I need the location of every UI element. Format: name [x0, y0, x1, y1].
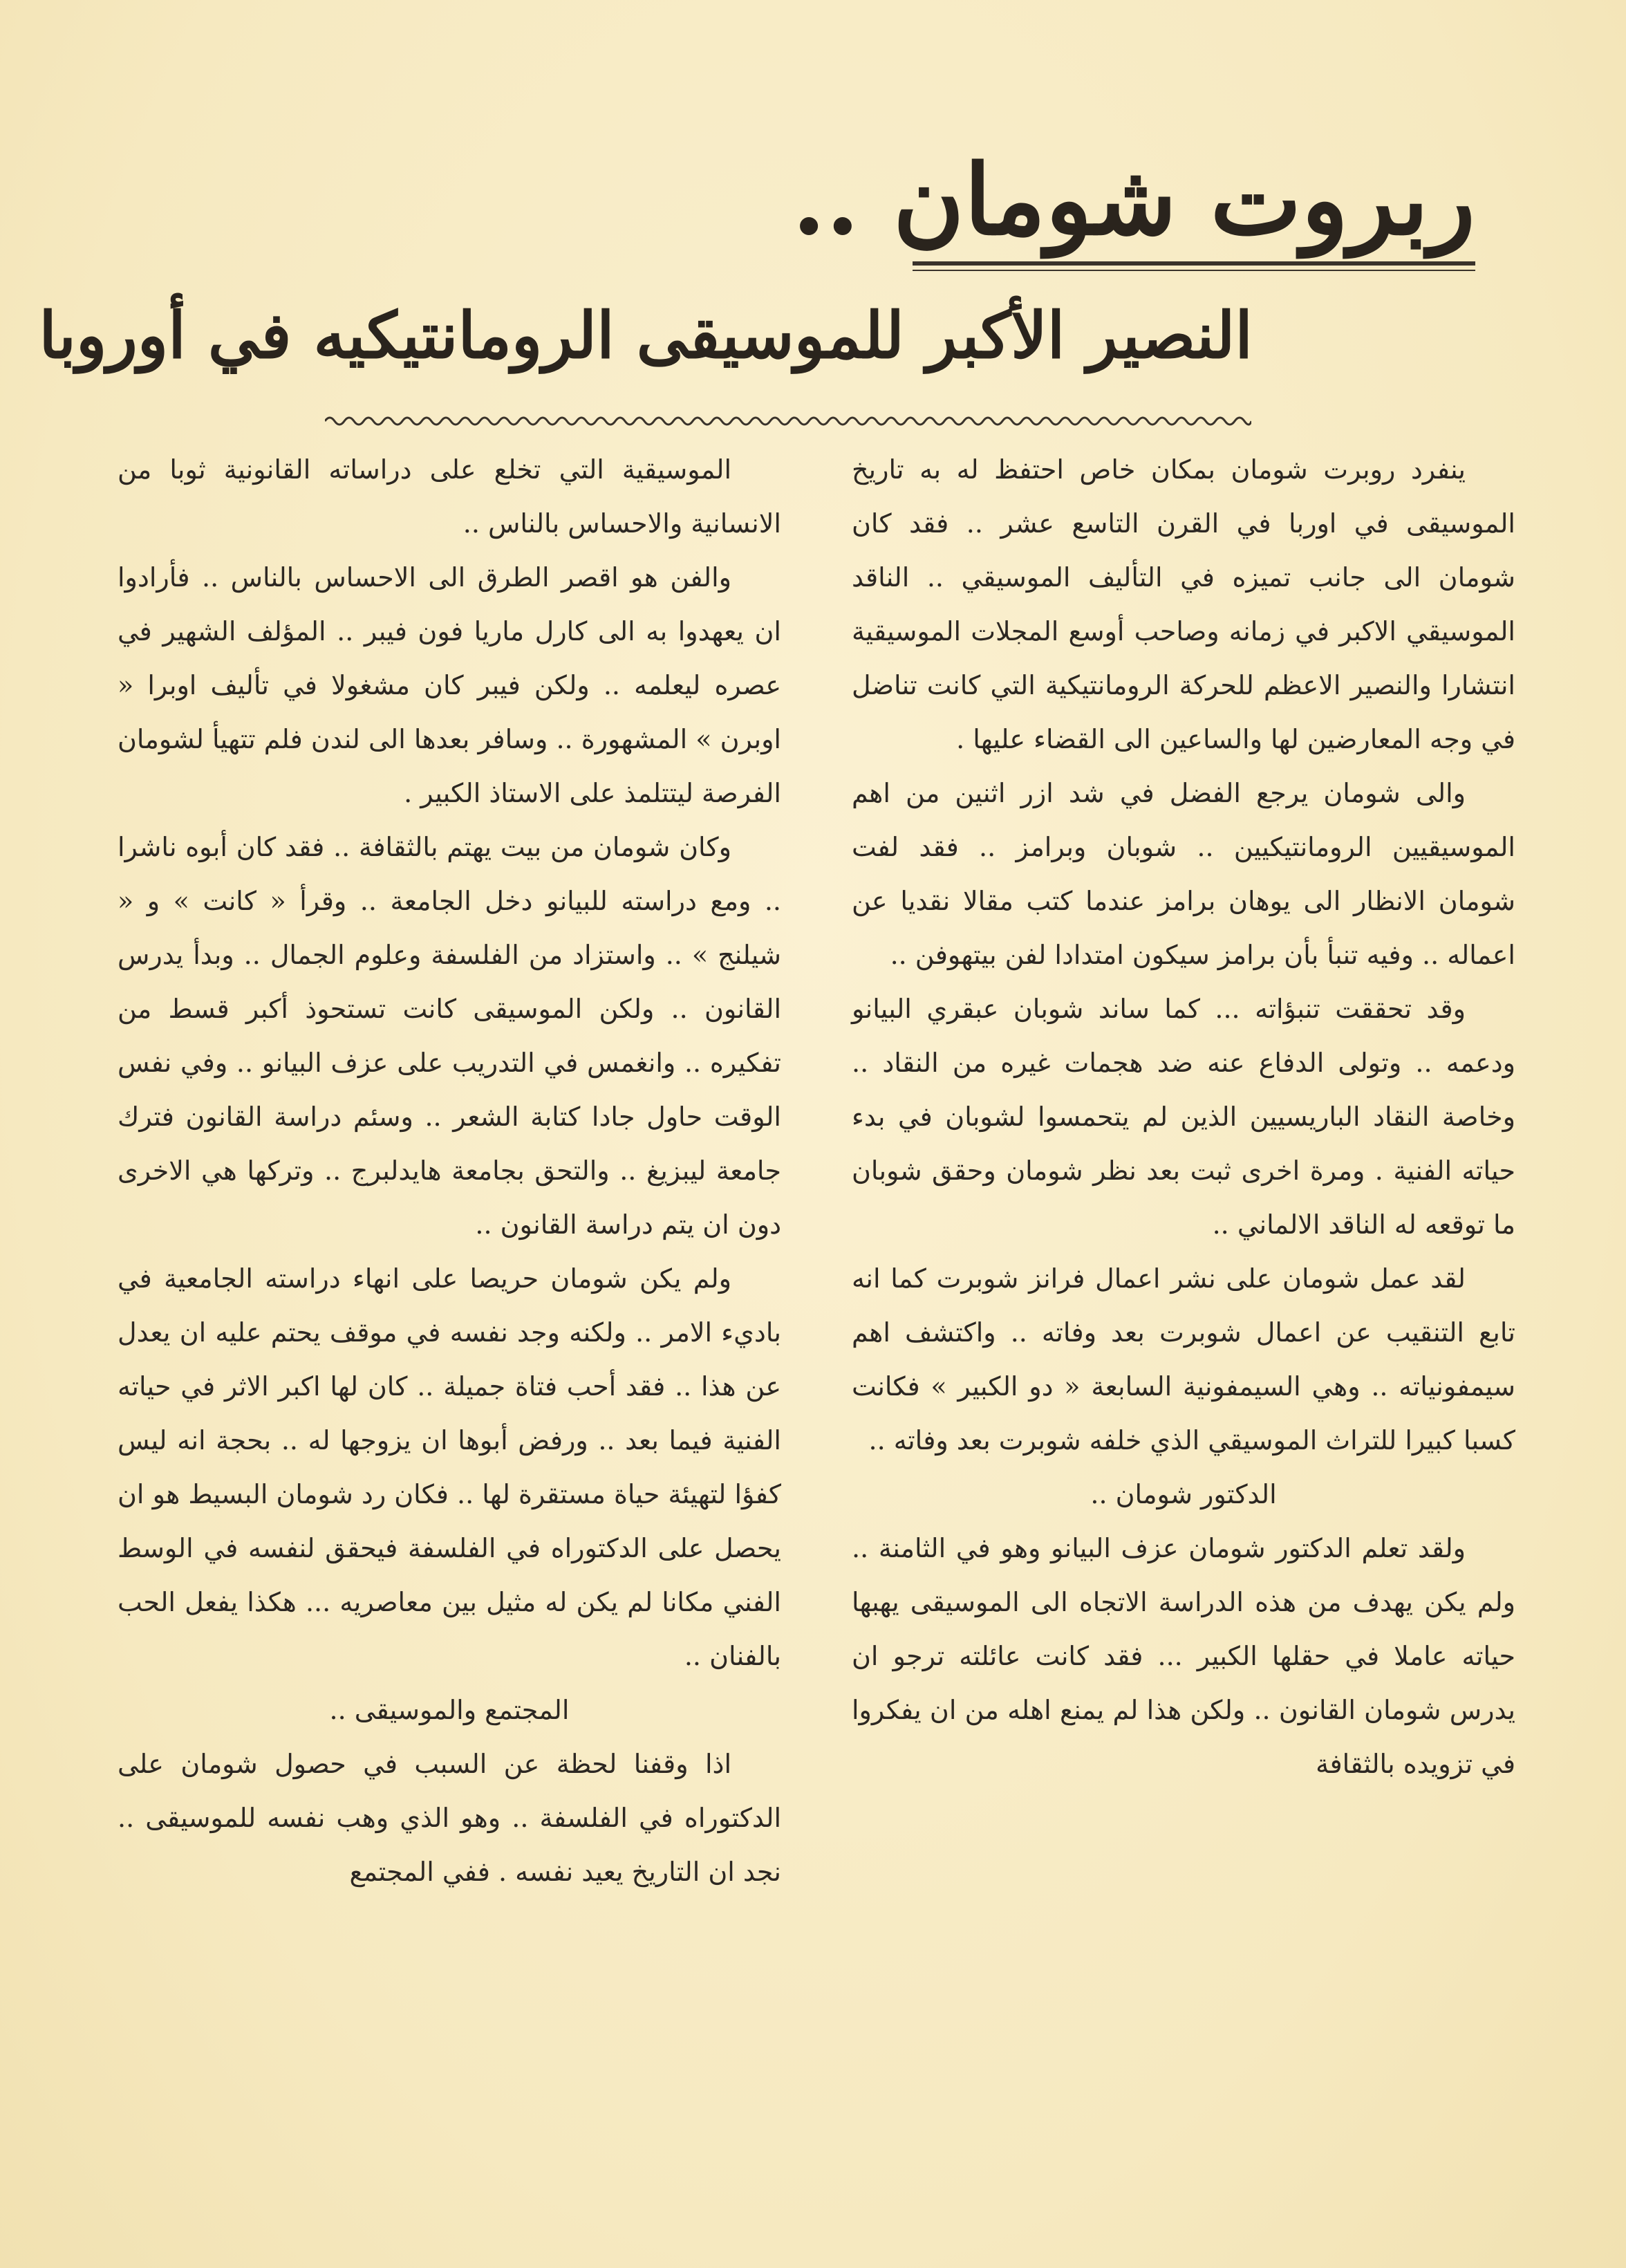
section-heading: الدكتور شومان ..: [1090, 1479, 1277, 1509]
paragraph: ولم يكن شومان حريصا على انهاء دراسته الجامعية في باديء الامر .. ولكنه وجد نفسه في موقف يحتم عليه ان يعدل عن هذا .. فقد أحب فتاة جميلة .. كان لها اكبر الاثر في حياته الفنية فيما بعد .. ورفض أبوها ان يزوجها له .. بحجة انه ليس كفؤا لتهيئة حياة مستقرة لها .. فكان رد شومان البسيط هو ان يحصل على الدكتوراه في الفلسفة فيحقق لنفسه في الوسط الفني مكانا لم يكن له مثيل بين معاصريه ... هكذا يفعل الحب بالفنان ..: [118, 1263, 781, 1671]
decorative-wavy-rule: [325, 413, 1251, 429]
paragraph: ينفرد روبرت شومان بمكان خاص احتفظ له به تاريخ الموسيقى في اوربا في القرن التاسع عشر .. فقد كان شومان الى جانب تميزه في التأليف الموسيقي .. الناقد الموسيقي الاكبر في زمانه وصاحب أوسع المجلات الموسيقية انتشارا والنصير الاعظم للحركة الرومانتيكية التي كانت تناضل في وجه المعارضين لها والساعين الى القضاء عليها .: [852, 454, 1515, 754]
paragraph: والفن هو اقصر الطرق الى الاحساس بالناس .. فأرادوا ان يعهدوا به الى كارل ماريا فون فيبر .. المؤلف الشهير في عصره ليعلمه .. ولكن فيبر كان مشغولا في تأليف اوبرا « اوبرن » المشهورة .. وسافر بعدها الى لندن فلم تتهيأ لشومان الفرصة ليتتلمذ على الاستاذ الكبير .: [118, 562, 781, 808]
article-column-right: [852, 443, 1515, 1791]
title-underline: [913, 261, 1475, 271]
paragraph: اذا وقفنا لحظة عن السبب في حصول شومان على الدكتوراه في الفلسفة .. وهو الذي وهب نفسه للموسيقى .. نجد ان التاريخ يعيد نفسه . ففي المجتمع: [118, 1749, 781, 1887]
paragraph: والى شومان يرجع الفضل في شد ازر اثنين من اهم الموسيقيين الرومانتيكيين .. شوبان وبرامز .. فقد لفت شومان الانظار الى يوهان برامز عندما كتب مقالا نقديا عن اعماله .. وفيه تنبأ بأن برامز سيكون امتدادا لفن بيتهوفن ..: [852, 778, 1515, 970]
article-title: ربروت شومان ..: [792, 144, 1475, 257]
section-heading: المجتمع والموسيقى ..: [329, 1695, 570, 1725]
article-subtitle: النصير الأكبر للموسيقى الرومانتيكيه في أوروبا: [39, 298, 1253, 373]
article-column-left: [118, 443, 781, 1899]
paragraph: لقد عمل شومان على نشر اعمال فرانز شوبرت كما انه تابع التنقيب عن اعمال شوبرت بعد وفاته .. واكتشف اهم سيمفونياته .. وهي السيمفونية السابعة « دو الكبير » فكانت كسبا كبيرا للتراث الموسيقي الذي خلفه شوبرت بعد وفاته ..: [852, 1263, 1515, 1456]
paragraph: وقد تحققت تنبؤاته ... كما ساند شوبان عبقري البيانو ودعمه .. وتولى الدفاع عنه ضد هجمات غيره من النقاد .. وخاصة النقاد الباريسيين الذين لم يتحمسوا لشوبان في بدء حياته الفنية . ومرة اخرى ثبت بعد نظر شومان وحقق شوبان ما توقعه له الناقد الالماني ..: [852, 994, 1515, 1240]
paragraph: الموسيقية التي تخلع على دراساته القانونية ثوبا من الانسانية والاحساس بالناس ..: [118, 454, 781, 539]
paragraph: وكان شومان من بيت يهتم بالثقافة .. فقد كان أبوه ناشرا .. ومع دراسته للبيانو دخل الجامعة .. وقرأ « كانت » و « شيلنج » .. واستزاد من الفلسفة وعلوم الجمال .. وبدأ يدرس القانون .. ولكن الموسيقى كانت تستحوذ أكبر قسط من تفكيره .. وانغمس في التدريب على عزف البيانو .. وفي نفس الوقت حاول جادا كتابة الشعر .. وسئم دراسة القانون فترك جامعة ليبزيغ .. والتحق بجامعة هايدلبرج .. وتركها هي الاخرى دون ان يتم دراسة القانون ..: [118, 832, 781, 1240]
paragraph: ولقد تعلم الدكتور شومان عزف البيانو وهو في الثامنة .. ولم يكن يهدف من هذه الدراسة الاتجاه الى الموسيقى يهبها حياته عاملا في حقلها الكبير ... فقد كانت عائلته ترجو ان يدرس شومان القانون .. ولكن هذا لم يمنع اهله من ان يفكروا في تزويده بالثقافة: [852, 1533, 1515, 1779]
